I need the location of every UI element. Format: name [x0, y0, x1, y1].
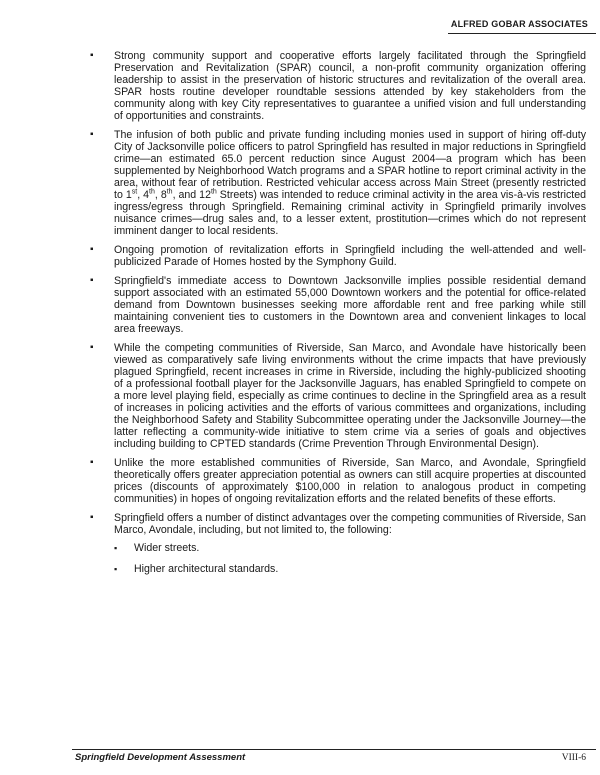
bullet-downtown-access: ▪ Springfield's immediate access to Downtown Jacksonville implies possible residential demand support associated with an estimated 55,000 Downtown workers and the potential for office-related demand from Downtown businesses seeking more affordable rent and free parking while still maintaining convenient ties to customers in the Downtown area and convenient linkages to local area freeways. — [90, 275, 586, 335]
ordinal-suffix-2: th — [149, 188, 155, 196]
advantages-list — [90, 50, 586, 584]
advantages-sub-list — [114, 542, 586, 575]
street-separator-3: , and 12 — [172, 189, 211, 201]
bullet-distinct-advantages-text: Springfield offers a number of distinct advantages over the competing communities of Riverside, San Marco, Avondale, including, but not limited to, the following: — [114, 512, 586, 536]
bullet-spar-support: ▪ Strong community support and cooperative efforts largely facilitated through the Springfield Preservation and Revitalization (SPAR) council, a non-profit community organization offering leadership to assist in the preservation of historic structures and revitalization of the overall area. SPAR hosts routine developer roundtable sessions attended by key stakeholders from the community along with key City representatives to guarantee a unified vision and full understanding of opportunities and constraints. — [90, 50, 586, 122]
ordinal-suffix-1: st — [131, 188, 138, 196]
bullet-distinct-advantages — [90, 512, 586, 575]
bullet-competing-communities: ▪ While the competing communities of Riverside, San Marco, and Avondale have historically been viewed as comparatively safe living environments without the crime impacts that have previously plagued Springfield, recent increases in crime in Riverside, including the highly-publicized shooting of a professional football player for the Jacksonville Jaguars, has enabled Springfield to compete on a more level playing field, especially as crime continues to decline in the Springfield area as a result of increases in policing activities and the efforts of various committees and organizations, including the Neighborhood Safety and Stability Subcommittee operating under the Jacksonville Journey—the latter reflecting a community-wide initiative to stem crime via a series of goals and objectives including building to CPTED standards (Crime Prevention Through Environmental Design). — [90, 342, 586, 450]
bullet-crime-text-b: Streets) was intended to reduce criminal activity in the area vis-à-vis restricted ingress/egress through Springfield. Remaining criminal activity in Springfield primarily involves nuisance crimes—drug sales and, to a lesser extent, prostitution—crimes which do not represent imminent danger to local residents. — [114, 189, 587, 237]
footer-page-number: VIII-6 — [561, 753, 586, 763]
bullet-appreciation-potential: ▪ Unlike the more established communities of Riverside, San Marco, and Avondale, Springfield theoretically offers greater appreciation potential as owners can still acquire properties at discounted prices (discounts of approximately $100,000 in relation to analogous product in competing communities) in hopes of ongoing revitalization efforts and the related benefits of these efforts. — [90, 457, 586, 505]
ordinal-suffix-3: th — [166, 188, 173, 196]
header-rule — [448, 33, 596, 34]
bullet-parade-of-homes: ▪ Ongoing promotion of revitalization efforts in Springfield including the well-attended and well-publicized Parade of Homes hosted by the Symphony Guild. — [90, 244, 586, 268]
bullet-crime-text-a: The infusion of both public and private funding including monies used in support of hiring off-duty City of Jacksonville police officers to patrol Springfield has resulted in major reductions in Springfield crime—an estimated 65.0 percent reduction since August 2004—a program which has been supplemented by Neighborhood Watch programs and a SPAR hotline to report criminal activity in the area, without fear of retribution. Restricted vehicular access across Main Street (presently restricted to 1 — [114, 129, 586, 201]
footer-document-title: Springfield Development Assessment — [75, 752, 246, 763]
sub-bullet-architectural-standards: ▪ Higher architectural standards. — [114, 563, 586, 575]
header-company-name: ALFRED GOBAR ASSOCIATES — [450, 19, 588, 29]
bullet-crime-reduction — [90, 129, 586, 237]
footer-rule — [72, 749, 596, 750]
street-separator-1: , 4 — [137, 189, 150, 201]
ordinal-suffix-4: th — [210, 188, 217, 196]
street-separator-2: , 8 — [154, 189, 167, 201]
sub-bullet-wider-streets: ▪ Wider streets. — [114, 542, 586, 554]
